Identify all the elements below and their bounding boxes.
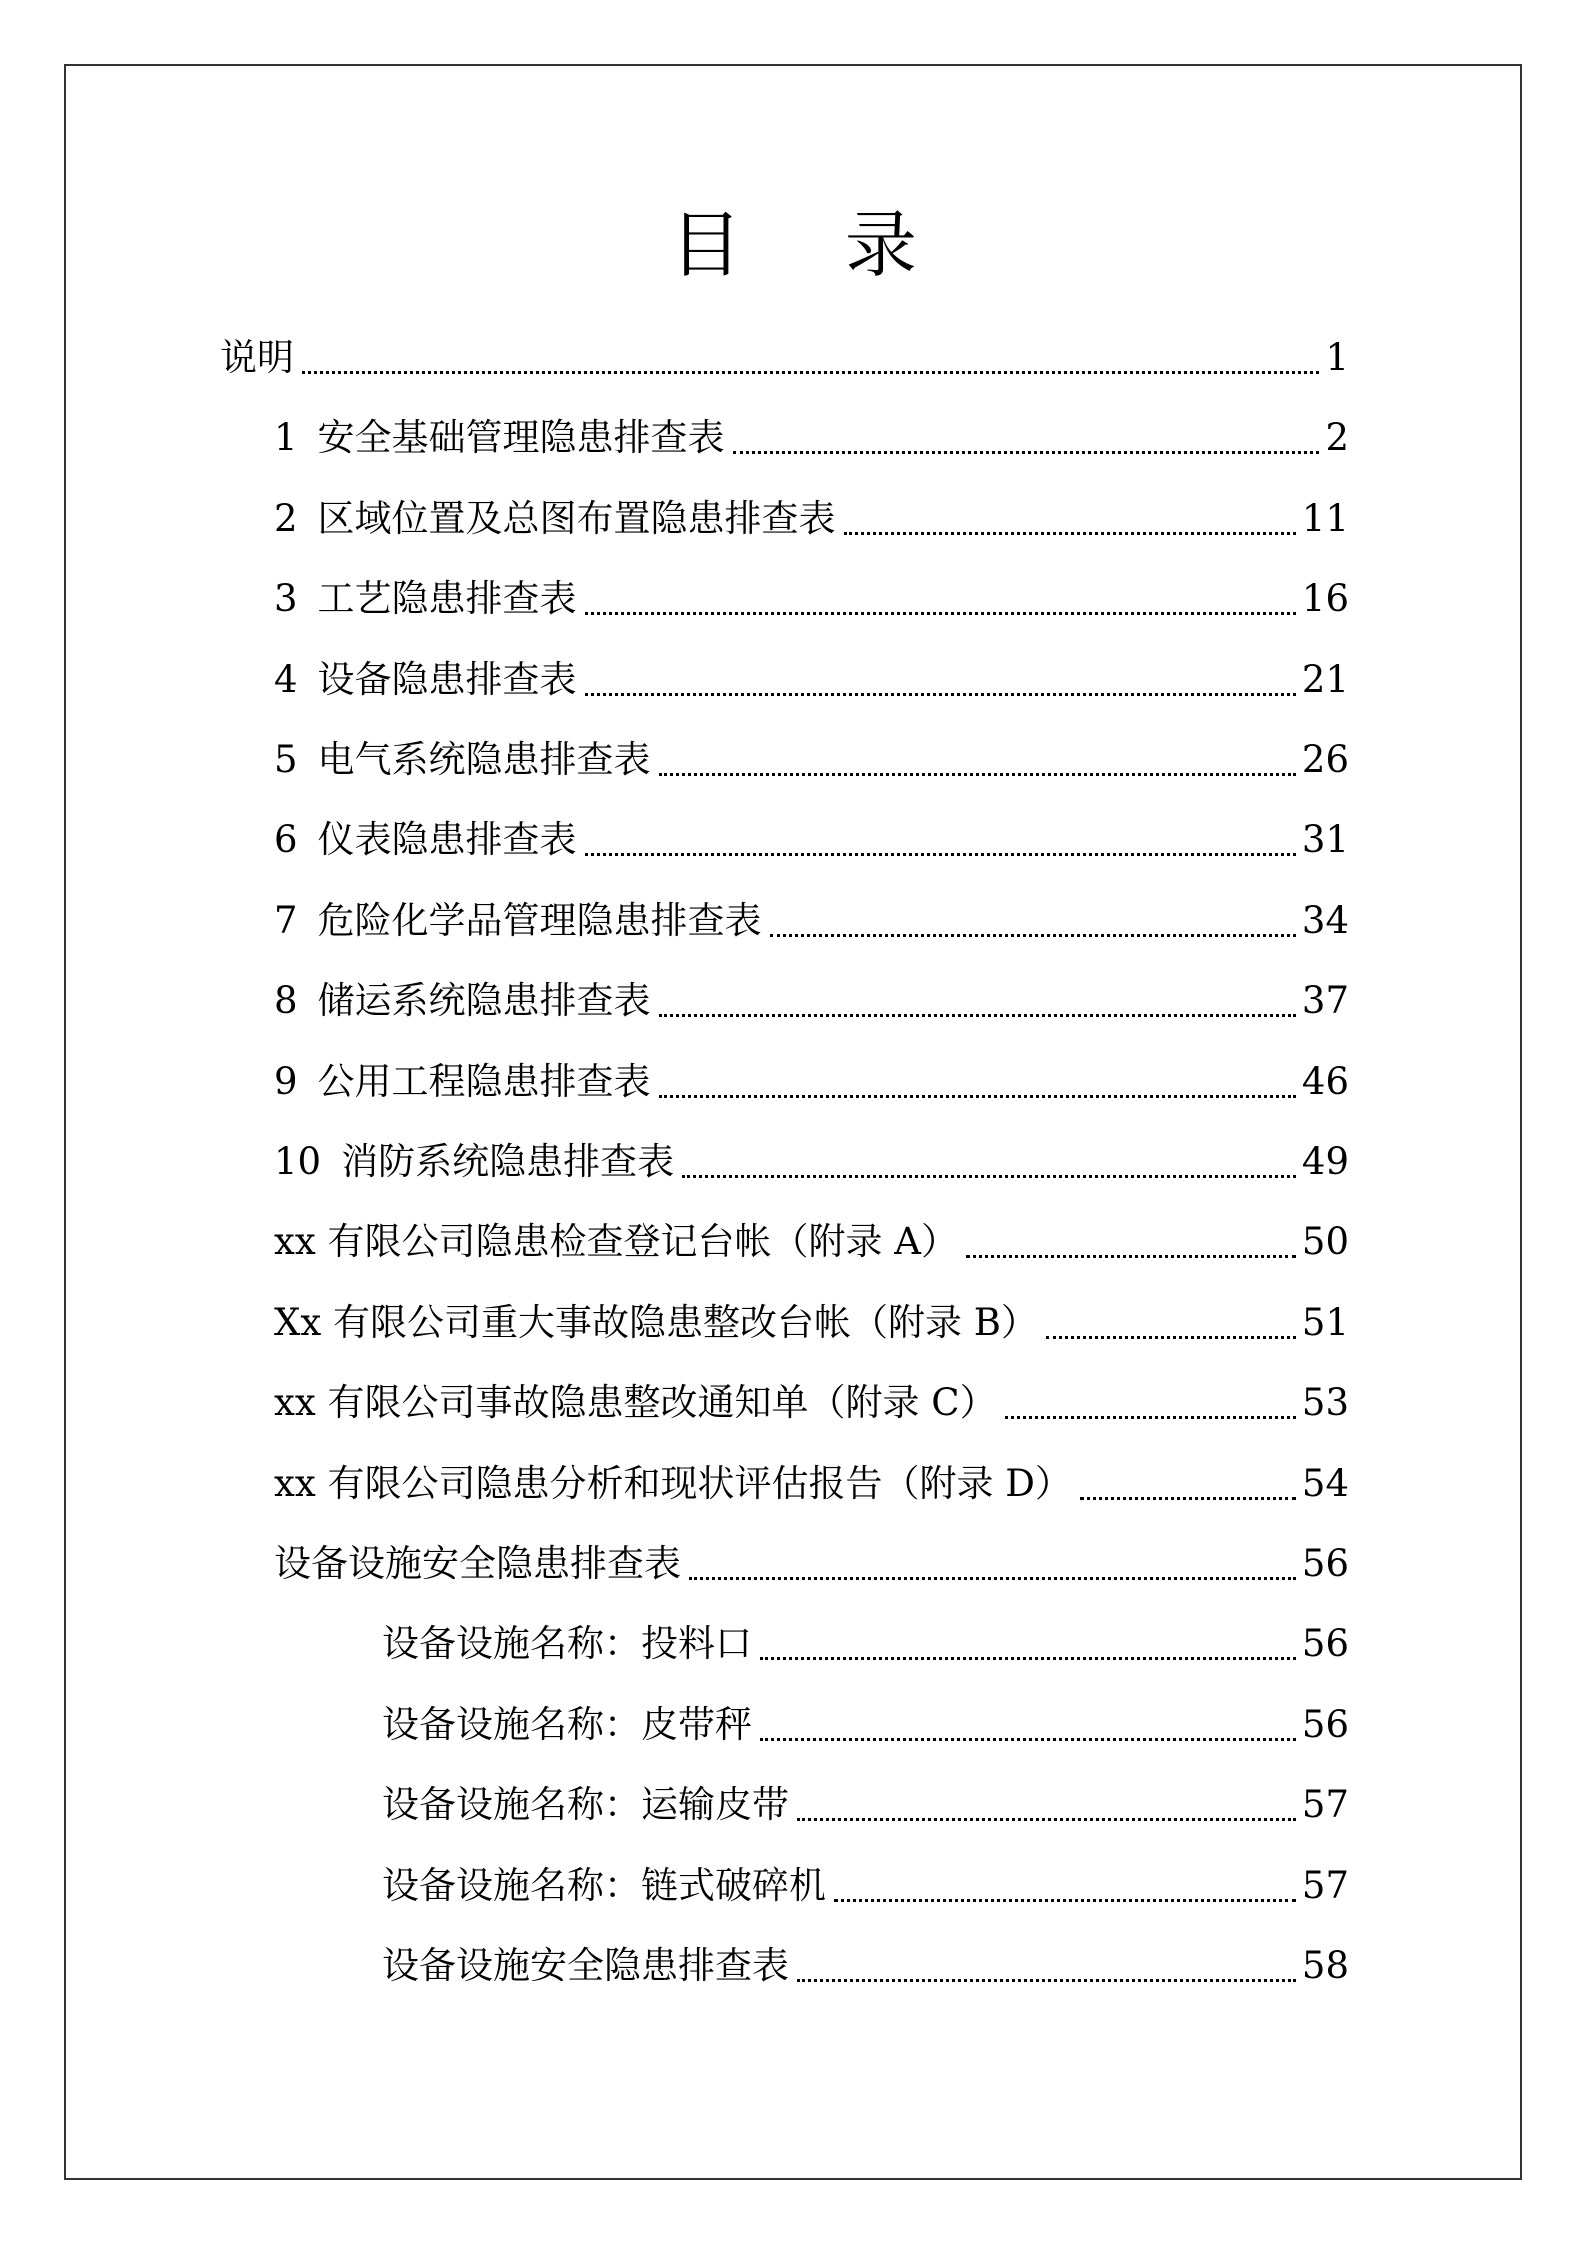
toc-page-number: 34 bbox=[1301, 898, 1349, 942]
toc-entry-label: 消防系统隐患排查表 bbox=[341, 1140, 675, 1183]
toc-page-number: 21 bbox=[1301, 657, 1349, 701]
toc-entry[interactable] bbox=[220, 330, 1349, 386]
toc-dot-leader bbox=[689, 1577, 1296, 1580]
toc-entry-title bbox=[274, 652, 577, 708]
toc-page-number: 56 bbox=[1301, 1622, 1349, 1666]
toc-entry-title bbox=[274, 1134, 674, 1190]
toc-entry-title bbox=[382, 1697, 752, 1753]
toc-page-number: 56 bbox=[1301, 1542, 1349, 1585]
toc-dot-leader bbox=[682, 1175, 1296, 1178]
toc-entry-title bbox=[274, 491, 836, 547]
toc-page-number: 53 bbox=[1301, 1381, 1349, 1425]
toc-entry-label: 工艺隐患排查表 bbox=[317, 577, 577, 621]
toc-dot-leader bbox=[302, 371, 1319, 374]
toc-entry[interactable] bbox=[274, 812, 1349, 868]
toc-dot-leader bbox=[770, 934, 1296, 937]
toc-entry-label: 设备设施安全隐患排查表 bbox=[382, 1944, 789, 1987]
toc-entry[interactable] bbox=[274, 1456, 1349, 1512]
toc-page-number: 26 bbox=[1301, 738, 1349, 781]
toc-page-number: 57 bbox=[1301, 1863, 1349, 1907]
toc-entry-title bbox=[274, 1054, 651, 1110]
toc-dot-leader bbox=[760, 1657, 1296, 1660]
toc-entry-title bbox=[274, 812, 577, 868]
toc-dot-leader bbox=[844, 532, 1296, 535]
toc-entry-label: 设备设施名称：运输皮带 bbox=[382, 1783, 789, 1827]
toc-dot-leader bbox=[760, 1738, 1296, 1741]
toc-entry[interactable] bbox=[274, 491, 1349, 547]
toc-entry-label: xx 有限公司隐患分析和现状评估报告（附录 D） bbox=[274, 1461, 1072, 1505]
toc-entry[interactable] bbox=[274, 893, 1349, 949]
toc-dot-leader bbox=[797, 1979, 1296, 1982]
toc-entry-title bbox=[274, 732, 651, 788]
toc-entry-title bbox=[220, 330, 294, 386]
toc-entry-label: 设备设施名称：链式破碎机 bbox=[382, 1863, 826, 1907]
toc-entry-title bbox=[274, 973, 651, 1029]
toc-entry-label: xx 有限公司事故隐患整改通知单（附录 C） bbox=[274, 1381, 997, 1425]
toc-entry-number: 6 bbox=[274, 818, 298, 862]
toc-page-number: 46 bbox=[1301, 1059, 1349, 1103]
toc-page-number: 50 bbox=[1301, 1220, 1349, 1264]
toc-entry-title bbox=[382, 1938, 789, 1994]
toc-entry-label: Xx 有限公司重大事故隐患整改台帐（附录 B） bbox=[274, 1300, 1038, 1344]
toc-entry-number: 3 bbox=[274, 577, 298, 621]
toc-entry-label: 危险化学品管理隐患排查表 bbox=[317, 898, 762, 942]
toc-dot-leader bbox=[659, 773, 1296, 776]
toc-page-number: 11 bbox=[1301, 496, 1349, 540]
toc-entry-number: 8 bbox=[274, 979, 298, 1023]
toc-entry-number: 4 bbox=[274, 657, 298, 701]
toc-dot-leader bbox=[834, 1899, 1296, 1902]
toc-dot-leader bbox=[966, 1255, 1296, 1258]
toc-entry-number: 7 bbox=[274, 898, 298, 942]
toc-entry[interactable] bbox=[382, 1938, 1349, 1994]
toc-dot-leader bbox=[585, 693, 1296, 696]
toc-entry[interactable] bbox=[274, 571, 1349, 627]
toc-entry[interactable] bbox=[382, 1697, 1349, 1753]
toc-entry-label: 电气系统隐患排查表 bbox=[317, 738, 651, 781]
toc-dot-leader bbox=[659, 1014, 1296, 1017]
toc-entry-title bbox=[274, 1295, 1038, 1351]
toc-entry[interactable] bbox=[274, 1054, 1349, 1110]
toc-entry[interactable] bbox=[382, 1858, 1349, 1914]
toc-entry-label: 安全基础管理隐患排查表 bbox=[317, 416, 725, 460]
toc-page-number: 58 bbox=[1301, 1944, 1349, 1987]
toc-entry[interactable] bbox=[274, 410, 1349, 466]
toc-entry-label: 设备设施名称：皮带秤 bbox=[382, 1702, 752, 1746]
toc-page-number: 56 bbox=[1301, 1702, 1349, 1746]
toc-entry-number: 1 bbox=[274, 416, 298, 460]
toc-entry-title bbox=[274, 571, 577, 627]
toc-dot-leader bbox=[733, 451, 1320, 454]
toc-entry-title bbox=[274, 1375, 997, 1431]
toc-entry[interactable] bbox=[274, 652, 1349, 708]
toc-entry-title bbox=[274, 1456, 1072, 1512]
toc-entry-title bbox=[382, 1616, 752, 1672]
toc-entry[interactable] bbox=[274, 1214, 1349, 1270]
toc-entry-label: 仪表隐患排查表 bbox=[317, 818, 577, 862]
toc-dot-leader bbox=[1005, 1416, 1296, 1419]
toc-entry[interactable] bbox=[382, 1616, 1349, 1672]
toc-dot-leader bbox=[659, 1095, 1296, 1098]
toc-entry-title bbox=[274, 893, 762, 949]
toc-dot-leader bbox=[585, 612, 1296, 615]
toc-entry[interactable] bbox=[274, 1134, 1349, 1190]
toc-entry-label: 设备设施安全隐患排查表 bbox=[274, 1542, 681, 1585]
toc-entry[interactable] bbox=[274, 1375, 1349, 1431]
toc-entry-number: 10 bbox=[274, 1140, 322, 1183]
toc-page-number: 37 bbox=[1301, 979, 1349, 1023]
toc-entry-number: 5 bbox=[274, 738, 298, 781]
toc-dot-leader bbox=[797, 1818, 1296, 1821]
toc-entry-title bbox=[274, 1214, 958, 1270]
toc-page-number: 51 bbox=[1301, 1300, 1349, 1344]
toc-entry-number: 9 bbox=[274, 1059, 298, 1103]
toc-entry-title bbox=[274, 1536, 681, 1592]
toc-page-number: 31 bbox=[1301, 818, 1349, 862]
toc-page-number: 2 bbox=[1325, 416, 1349, 460]
toc-entry[interactable] bbox=[274, 1536, 1349, 1592]
toc-entry-label: 设备隐患排查表 bbox=[317, 657, 577, 701]
page-title: 目 录 bbox=[670, 203, 957, 287]
toc-entry-title bbox=[382, 1777, 789, 1833]
toc-entry-number: 2 bbox=[274, 496, 298, 540]
toc-page-number: 49 bbox=[1301, 1140, 1349, 1183]
toc-entry[interactable] bbox=[274, 1295, 1349, 1351]
toc-entry-label: 设备设施名称：投料口 bbox=[382, 1622, 752, 1666]
toc-page-number: 57 bbox=[1301, 1783, 1349, 1827]
toc-entry-title bbox=[382, 1858, 826, 1914]
toc-entry[interactable] bbox=[274, 973, 1349, 1029]
toc-entry[interactable] bbox=[382, 1777, 1349, 1833]
toc-dot-leader bbox=[585, 853, 1296, 856]
toc-page-number: 16 bbox=[1301, 577, 1349, 621]
toc-dot-leader bbox=[1080, 1497, 1296, 1500]
toc-entry-label: xx 有限公司隐患检查登记台帐（附录 A） bbox=[274, 1220, 958, 1264]
toc-page-number: 1 bbox=[1325, 336, 1349, 379]
toc-entry-label: 公用工程隐患排查表 bbox=[317, 1059, 651, 1103]
toc-entry-label: 区域位置及总图布置隐患排查表 bbox=[317, 496, 836, 540]
toc-entry-title bbox=[274, 410, 725, 466]
toc-entry-label: 储运系统隐患排查表 bbox=[317, 979, 651, 1023]
toc-entry[interactable] bbox=[274, 732, 1349, 788]
toc-entry-label: 说明 bbox=[220, 336, 294, 379]
toc-page-number: 54 bbox=[1301, 1461, 1349, 1505]
toc-dot-leader bbox=[1046, 1336, 1296, 1339]
